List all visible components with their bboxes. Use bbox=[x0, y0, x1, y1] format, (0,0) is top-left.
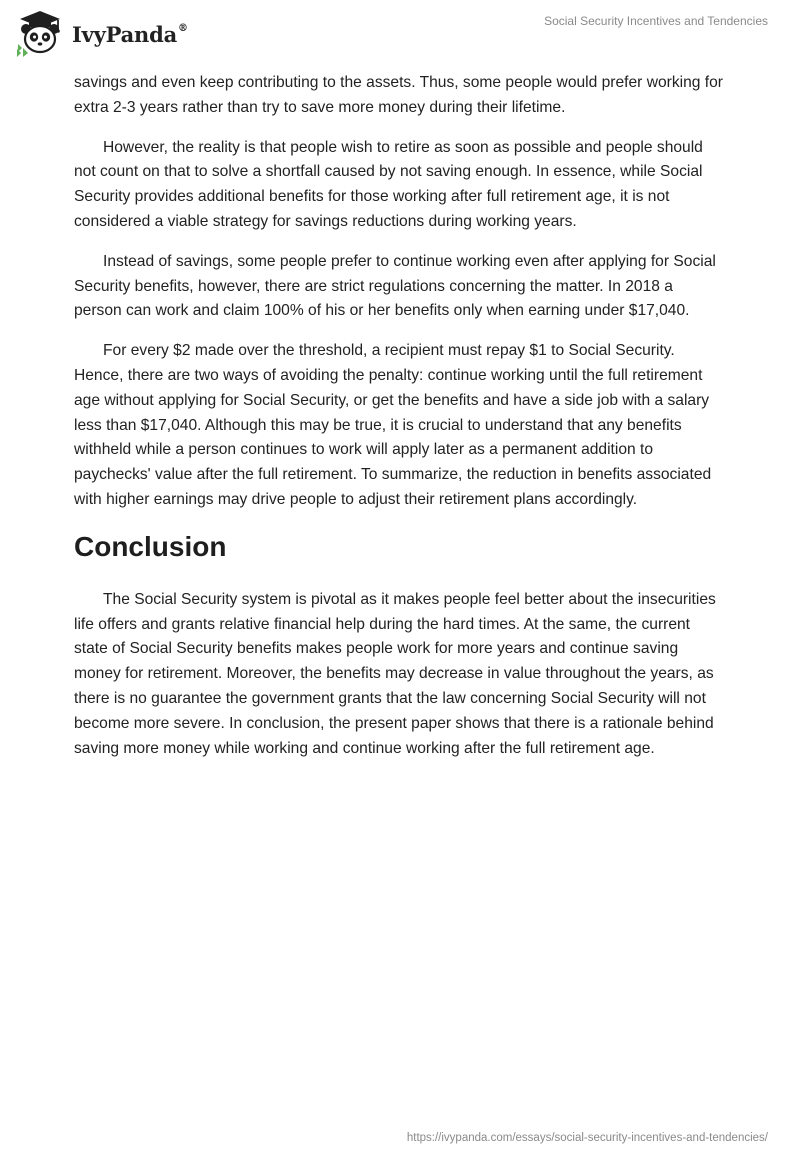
source-url[interactable]: https://ivypanda.com/essays/social-security-incentives-and-tendencies/ bbox=[406, 1132, 768, 1144]
paragraph-continued: savings and even keep contributing to the assets. Thus, some people would prefer working for extra 2-3 years rather than try to save more money during their lifetime. bbox=[74, 74, 723, 116]
page-header bbox=[0, 0, 800, 70]
conclusion-heading: Conclusion bbox=[74, 530, 227, 562]
brand-logo[interactable] bbox=[14, 8, 188, 58]
document-title: Social Security Incentives and Tendencies bbox=[544, 14, 768, 28]
registered-mark: ® bbox=[178, 22, 188, 34]
paragraph: For every $2 made over the threshold, a recipient must repay $1 to Social Security. Hence, there are two ways of avoiding the penalty: continue working until the full retirement age without applying for Social Security, or get the benefits and have a side job with a salary less than $17,040. Although this may be true, it is crucial to understand that any benefits withheld while a person continues to work will apply later as a permanent addition to paychecks' value after the full retirement. To summarize, the reduction in benefits associated with higher earnings may drive people to adjust their retirement plans accordingly. bbox=[74, 342, 712, 508]
conclusion-paragraph: The Social Security system is pivotal as it makes people feel better about the insecurities life offers and grants relative financial help during the hard times. At the same, the current state of Social Security benefits makes people work for more years and continue saving money for retirement. Moreover, the benefits may decrease in value throughout the years, as there is no guarantee the government grants that the law concerning Social Security will not become more severe. In conclusion, the present paper shows that there is a rationale behind saving more money while working and continue working after the full retirement age. bbox=[74, 590, 716, 757]
panda-graduate-icon bbox=[14, 8, 66, 58]
brand-name: IvyPanda® bbox=[72, 21, 188, 47]
paragraph: Instead of savings, some people prefer to continue working even after applying for Social Security benefits, however, there are strict regulations concerning the matter. In 2018 a person can work and claim 100% of his or her benefits only when earning under $17,040. bbox=[74, 252, 716, 320]
essay-body bbox=[74, 71, 724, 776]
paragraph: However, the reality is that people wish to retire as soon as possible and people should not count on that to solve a shortfall caused by not saving enough. In essence, while Social Security provides additional benefits for those working after full retirement age, it is not considered a viable strategy for savings reductions during working years. bbox=[74, 138, 703, 230]
